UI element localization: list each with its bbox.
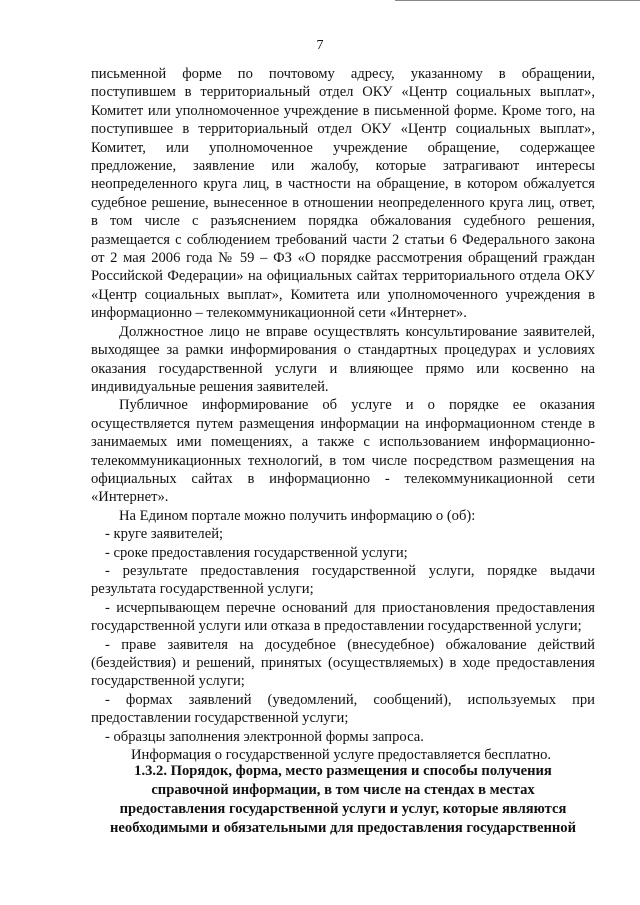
section-heading-line: предоставления государственной услуги и услуг, которые являются [119,801,567,817]
paragraph-public-info: Публичное информирование об услуге и о порядке ее оказания осуществляется путем размещения информации на информационном стенде в занимаемых ими помещениях, а также с использованием информационно-телекоммуникационных технологий, в том числе посредством размещения на официальных сайтах в информационно - телекоммуникационной сети «Интернет». [91,397,595,506]
section-heading-line: необходимыми и обязательными для предоставления государственной [110,820,576,836]
page-number: 7 [316,38,324,53]
section-heading-line: 1.3.2. Порядок, форма, место размещения и способы получения [134,763,552,779]
list-item: - исчерпывающем перечне оснований для приостановления предоставления государственной услуги или отказа в предоставлении государственной услуги; [91,599,595,635]
section-heading [91,762,595,838]
list-item: - результате предоставления государственной услуги, порядке выдачи результата государственной услуги; [91,562,595,598]
closing-note: Информация о государственной услуге предоставляется бесплатно. [131,747,552,764]
list-item: - круге заявителей; [105,526,224,543]
document-body [91,65,595,764]
top-rule [395,0,640,1]
paragraph-consulting: Должностное лицо не вправе осуществлять консультирование заявителей, выходящее за рамки информирования о стандартных процедурах и условиях оказания государственной услуги и влияющее прямо или косвенно на индивидуальные решения заявителей. [91,323,595,395]
list-item: - праве заявителя на досудебное (внесудебное) обжалование действий (бездействия) и решений, принятых (осуществляемых) в ходе предоставления государственной услуги; [91,636,595,690]
list-item: - формах заявлений (уведомлений, сообщений), используемых при предоставлении государственной услуги; [91,691,595,727]
section-heading-line: справочной информации, в том числе на стендах в местах [151,782,535,798]
list-item: - образцы заполнения электронной формы запроса. [105,728,424,745]
paragraph-continuation: письменной форме по почтовому адресу, указанному в обращении, поступившем в территориальный отдел ОКУ «Центр социальных выплат», Комитет или уполномоченное учреждение в письменной форме. Кроме того, на поступившее в территориальный отдел ОКУ «Центр социальных выплат», Комитет, или уполномоченное учреждение обращение, содержащее предложение, заявление или жалобу, которые затрагивают интересы неопределенного круга лиц, в частности на обращение, в котором обжалуется судебное решение, вынесенное в отношении неопределенного круга лиц, ответ, в том числе с разъяснением порядка обжалования судебного решения, размещается с соблюдением требований части 2 статьи 6 Федерального закона от 2 мая 2006 года № 59 – ФЗ «О порядке рассмотрения обращений граждан Российской Федерации» на официальных сайтах территориального отдела ОКУ «Центр социальных выплат», Комитета или уполномоченного учреждения в информационно – телекоммуникационной сети «Интернет». [91,66,595,322]
list-item: - сроке предоставления государственной услуги; [105,544,408,561]
paragraph-portal-intro: На Едином портале можно получить информацию о (об): [119,507,476,524]
